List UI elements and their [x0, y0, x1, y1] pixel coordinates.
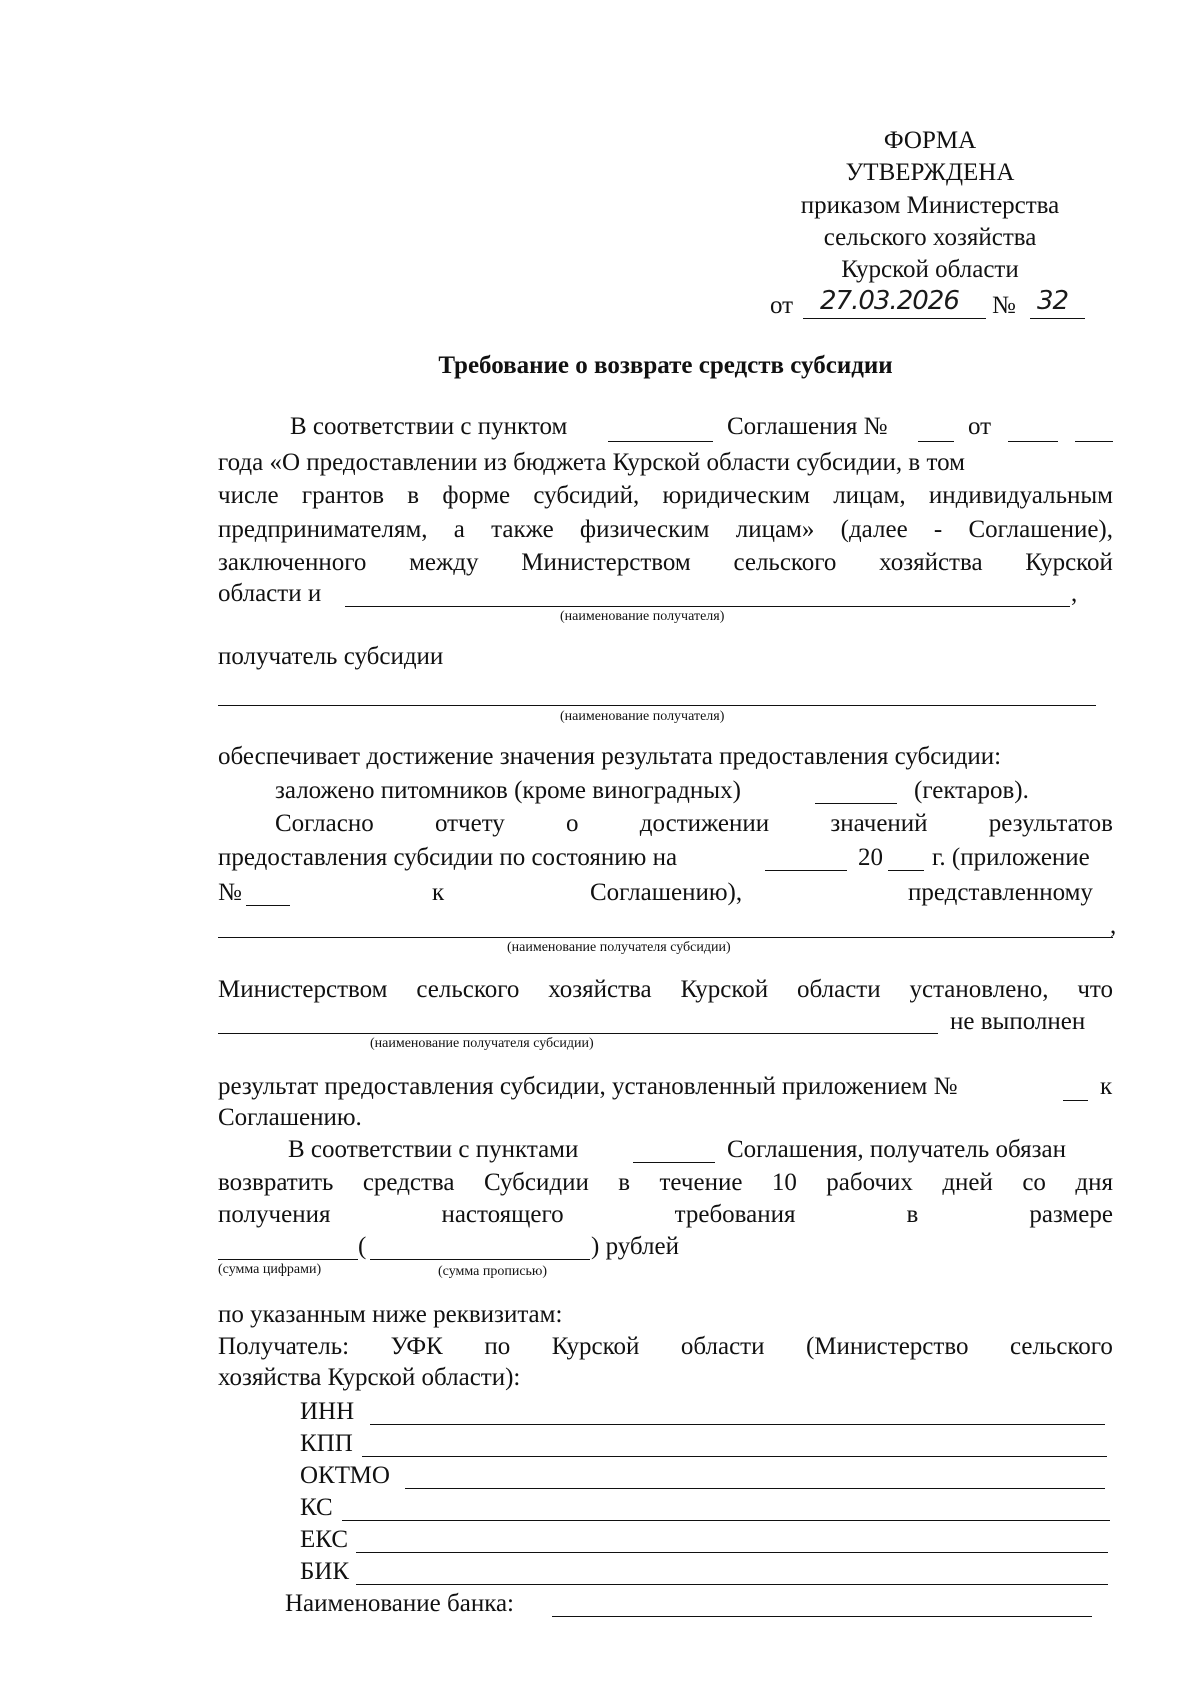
clauses-blank: [633, 1162, 715, 1163]
approved-label: УТВЕРЖДЕНА: [845, 159, 1015, 186]
para2-line2-a: заложено питомников (кроме виноградных): [275, 777, 741, 804]
amount-open-paren: (: [358, 1233, 367, 1260]
para2-line4-b: 20: [858, 844, 883, 871]
para2-line5-c: Соглашению),: [590, 879, 743, 906]
field-inn-line: [370, 1424, 1105, 1425]
bank-name-line: [552, 1616, 1092, 1617]
para4-line2: возвратить средства Субсидии в течение 10 рабочих дней со дня: [218, 1169, 1113, 1196]
field-kpp-line: [362, 1456, 1107, 1457]
number-sign: №: [992, 292, 1016, 319]
hectares-blank: [815, 803, 897, 804]
para3-line3-a: результат предоставления субсидии, установленный приложением №: [218, 1073, 958, 1100]
date-prefix: от: [770, 292, 794, 319]
field-bik-line: [356, 1584, 1108, 1585]
bank-name-label: Наименование банка:: [285, 1590, 515, 1617]
para3-line4: Соглашению.: [218, 1104, 362, 1131]
appendix-number-blank: [246, 905, 290, 906]
para4-line1-a: В соответствии с пунктами: [288, 1136, 579, 1163]
recipient-name-line-3: [218, 937, 1113, 938]
order-line-1: приказом Министерства: [800, 192, 1060, 219]
comma: ,: [1110, 912, 1117, 939]
caption-recipient-name-1: (наименование получателя): [560, 609, 725, 624]
amount-currency: ) рублей: [591, 1233, 679, 1260]
form-label: ФОРМА: [883, 127, 977, 154]
document-title: Требование о возврате средств субсидии: [438, 352, 893, 379]
caption-recipient-name-4: (наименование получателя субсидии): [370, 1036, 594, 1051]
para2-line1: обеспечивает достижение значения результата предоставления субсидии:: [218, 743, 1002, 770]
para2-line4-a: предоставления субсидии по состоянию на: [218, 844, 678, 871]
para2-line2-b: (гектаров).: [914, 777, 1029, 804]
details-recipient-line2: хозяйства Курской области):: [218, 1364, 521, 1391]
para2-line3: Согласно отчету о достижении значений результатов: [275, 810, 1113, 837]
para3-line3-b: к: [1100, 1073, 1113, 1100]
para1-line6: области и: [218, 580, 322, 607]
caption-amount-digits: (сумма цифрами): [218, 1262, 322, 1277]
date-underline: [803, 318, 986, 319]
field-inn-label: ИНН: [300, 1398, 355, 1425]
para4-line1-b: Соглашения, получатель обязан: [727, 1136, 1066, 1163]
para2-line4-c: г. (приложение: [932, 844, 1090, 871]
field-bik-label: БИК: [300, 1558, 350, 1585]
recipient-name-line-1: [345, 606, 1070, 607]
handwritten-number: 32: [1037, 286, 1069, 316]
clause-blank: [608, 441, 713, 442]
field-oktmo-line: [405, 1488, 1105, 1489]
caption-recipient-name-3: (наименование получателя субсидии): [507, 940, 731, 955]
result-appendix-blank: [1063, 1100, 1088, 1101]
handwritten-date: 27.03.2026: [820, 286, 959, 316]
field-oktmo-label: ОКТМО: [300, 1462, 390, 1489]
field-eks-line: [356, 1552, 1108, 1553]
para1-line1-a: В соответствии с пунктом: [290, 413, 568, 440]
para1-line3: числе грантов в форме субсидий, юридическим лицам, индивидуальным: [218, 482, 1113, 509]
agreement-day-blank: [1008, 441, 1058, 442]
caption-amount-words: (сумма прописью): [438, 1264, 548, 1279]
agreement-year-blank: [1075, 441, 1113, 442]
recipient-name-line-4: [218, 1033, 938, 1034]
para1-line4: предпринимателям, а также физическим лицам» (далее - Соглашение),: [218, 516, 1113, 543]
details-recipient-line1: Получатель: УФК по Курской области (Министерство сельского: [218, 1333, 1113, 1360]
not-fulfilled-label: не выполнен: [950, 1008, 1086, 1035]
order-line-2: сельского хозяйства: [823, 224, 1037, 251]
amount-words-blank: [370, 1259, 590, 1260]
caption-recipient-name-2: (наименование получателя): [560, 709, 725, 724]
para1-line5: заключенного между Министерством сельского хозяйства Курской: [218, 549, 1113, 576]
field-kpp-label: КПП: [300, 1430, 353, 1457]
comma: ,: [1071, 580, 1078, 607]
field-ks-label: КС: [300, 1494, 333, 1521]
order-line-3: Курской области: [841, 256, 1019, 283]
report-date-blank: [765, 870, 847, 871]
para2-line5-a: №: [218, 879, 242, 906]
recipient-label: получатель субсидии: [218, 643, 444, 670]
para1-line1-c: от: [968, 413, 992, 440]
para1-line2: года «О предоставлении из бюджета Курской области субсидии, в том: [218, 449, 965, 476]
para2-line5-b: к: [432, 879, 445, 906]
details-intro: по указанным ниже реквизитам:: [218, 1301, 563, 1328]
field-eks-label: ЕКС: [300, 1526, 348, 1553]
para4-line3: получения настоящего требования в размере: [218, 1201, 1113, 1228]
agreement-number-blank: [918, 441, 954, 442]
field-ks-line: [342, 1520, 1110, 1521]
para3-line1: Министерством сельского хозяйства Курской области установлено, что: [218, 976, 1113, 1003]
para1-line1-b: Соглашения №: [727, 413, 888, 440]
report-year-blank: [888, 870, 924, 871]
recipient-name-line-2: [218, 705, 1096, 706]
number-underline: [1030, 318, 1085, 319]
amount-digits-blank: [218, 1259, 358, 1260]
para2-line5-d: представленному: [908, 879, 1093, 906]
